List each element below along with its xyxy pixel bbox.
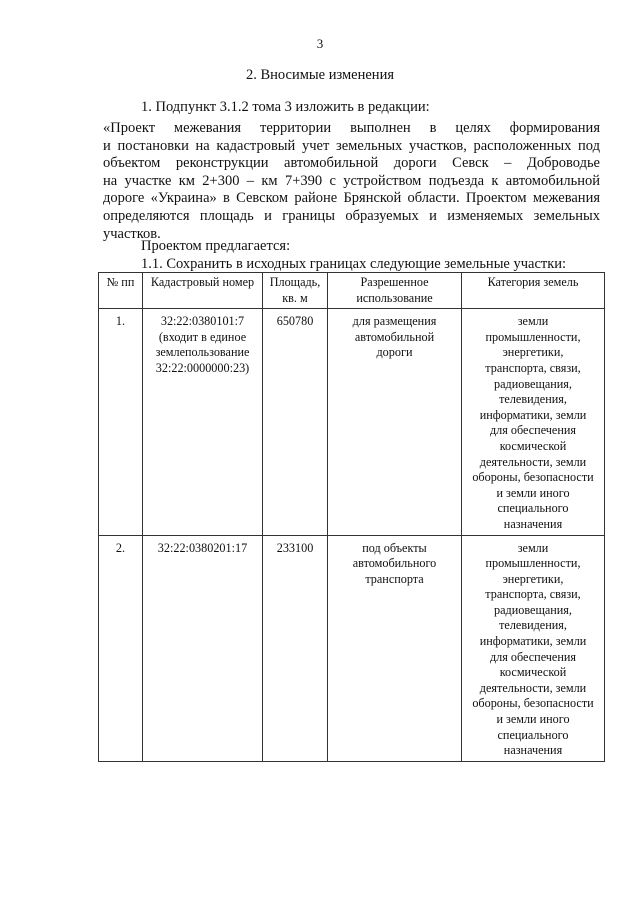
cell-category: [462, 535, 605, 761]
category-line: назначения: [503, 516, 563, 531]
cell-use: [328, 309, 462, 535]
use-line: для размещения: [352, 314, 437, 329]
table-header-row: [99, 273, 605, 309]
category-line: информатики, земли: [479, 407, 587, 422]
use-line: автомобильной: [354, 329, 435, 344]
header-area-line2: кв. м: [282, 290, 308, 305]
quote-line: определяются площадь и границы образуемых и изменяемых земельных: [103, 207, 600, 224]
section-heading: 2. Вносимые изменения: [246, 67, 394, 83]
cadastral-line: 32:22:0380201:17: [157, 540, 248, 555]
quote-line: объектом реконструкции автомобильной дороги Севск – Доброводье: [103, 155, 600, 172]
header-use-line2: использование: [356, 290, 433, 305]
cell-area: 233100: [263, 535, 328, 761]
use-line: транспорта: [365, 571, 424, 586]
land-plots-table: [98, 272, 605, 762]
category-line: энергетики,: [502, 571, 564, 586]
table-row: [99, 309, 605, 535]
use-line: автомобильного: [352, 556, 437, 571]
category-line: земли: [517, 314, 549, 329]
category-line: для обеспечения: [489, 649, 576, 664]
cell-num: 1.: [99, 309, 143, 535]
category-line: специального: [497, 501, 569, 516]
cell-cadastral: [143, 535, 263, 761]
cell-category: [462, 309, 605, 535]
category-line: обороны, безопасности: [472, 470, 594, 485]
category-line: транспорта, связи,: [485, 360, 581, 375]
category-line: назначения: [503, 743, 563, 758]
cell-cadastral: [143, 309, 263, 535]
category-line: космической: [499, 438, 567, 453]
category-line: обороны, безопасности: [472, 696, 594, 711]
header-cadastral: Кадастровый номер: [143, 273, 263, 309]
category-line: деятельности, земли: [479, 454, 587, 469]
cell-area: 650780: [263, 309, 328, 535]
cell-num: 2.: [99, 535, 143, 761]
quote-line: на участке км 2+300 – км 7+390 с устройством подъезда к автомобильной: [103, 172, 600, 189]
proposed-text: Проектом предлагается:: [141, 238, 291, 254]
quote-line: и постановки на кадастровый учет земельных участков, расположенных под: [103, 137, 600, 154]
use-line: дороги: [376, 345, 413, 360]
category-line: промышленности,: [485, 329, 581, 344]
cell-use: [328, 535, 462, 761]
cadastral-line: землепользование: [155, 345, 250, 360]
category-line: космической: [499, 665, 567, 680]
category-line: транспорта, связи,: [485, 587, 581, 602]
page-number: 3: [316, 36, 324, 51]
cadastral-line: 32:22:0000000:23): [155, 360, 250, 375]
category-line: телевидения,: [499, 392, 567, 407]
category-line: и земли иного: [496, 485, 570, 500]
category-line: деятельности, земли: [479, 680, 587, 695]
category-line: и земли иного: [496, 712, 570, 727]
category-line: радиовещания,: [494, 376, 572, 391]
quoted-paragraph: [103, 120, 600, 243]
category-line: энергетики,: [502, 345, 564, 360]
category-line: для обеспечения: [489, 423, 576, 438]
quote-line: участков.: [103, 225, 161, 242]
use-line: под объекты: [362, 540, 427, 555]
header-use-line1: Разрешенное: [360, 275, 429, 289]
category-line: промышленности,: [485, 556, 581, 571]
header-use: [328, 273, 462, 309]
quote-line: «Проект межевания территории выполнен в целях формирования: [103, 120, 600, 136]
item-1-1-text: 1.1. Сохранить в исходных границах следующие земельные участки:: [141, 256, 567, 272]
category-line: телевидения,: [499, 618, 567, 633]
cadastral-line: (входит в единое: [158, 329, 247, 344]
header-area-line1: Площадь,: [269, 275, 321, 289]
header-category: Категория земель: [462, 273, 605, 309]
header-area: [263, 273, 328, 309]
cadastral-line: 32:22:0380101:7: [160, 314, 245, 329]
quote-line: дороге «Украина» в Севском районе Брянской области. Проектом межевания: [103, 190, 600, 207]
category-line: информатики, земли: [479, 634, 587, 649]
header-num: № пп: [99, 273, 143, 309]
category-line: специального: [497, 727, 569, 742]
item-1-text: 1. Подпункт 3.1.2 тома 3 изложить в редакции:: [141, 99, 430, 115]
category-line: земли: [517, 540, 549, 555]
category-line: радиовещания,: [494, 602, 572, 617]
table-row: [99, 535, 605, 761]
